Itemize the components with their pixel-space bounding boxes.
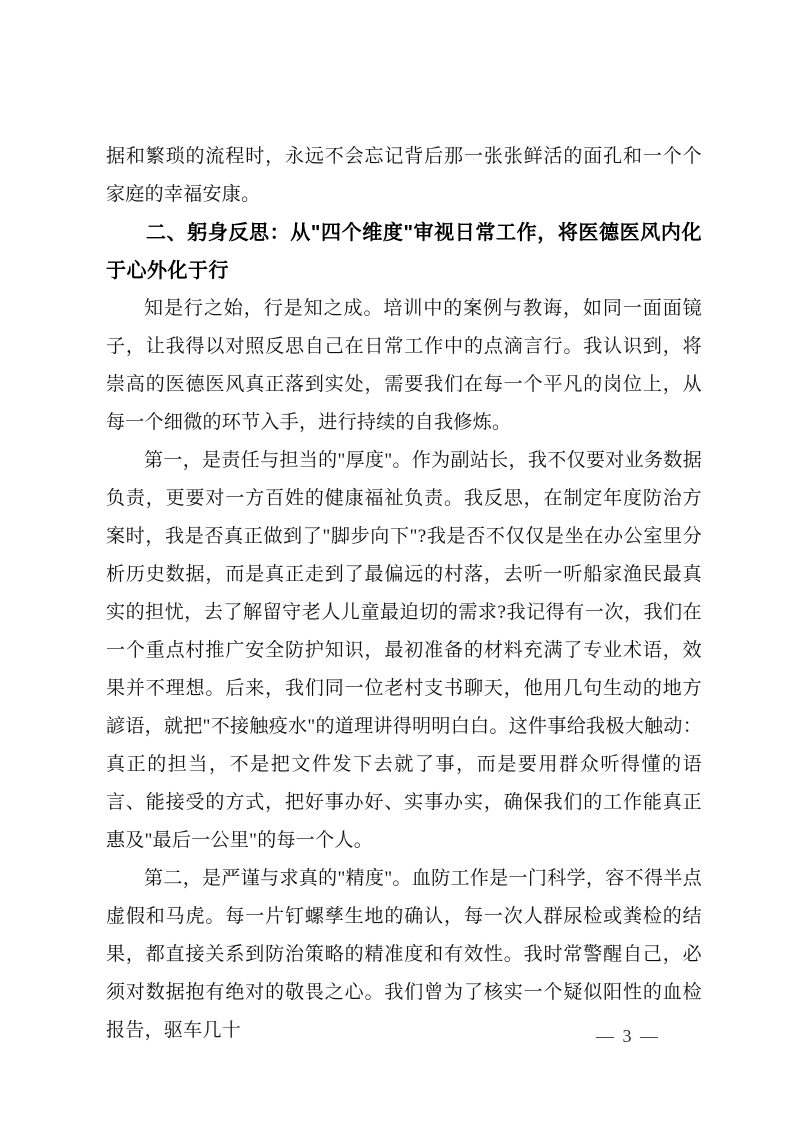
page-number: — 3 —	[596, 1026, 660, 1046]
document-body	[106, 138, 702, 1050]
body-paragraph-2: 第一，是责任与担当的"厚度"。作为副站长，我不仅要对业务数据负责，更要对一方百姓的健康福祉负责。我反思，在制定年度防治方案时，我是否真正做到了"脚步向下"?我是否不仅仅是坐在办公室里分析历史数据，而是真正走到了最偏远的村落，去听一听船家渔民最真实的担忧，去了解留守老人儿童最迫切的需求?我记得有一次，我们在一个重点村推广安全防护知识，最初准备的材料充满了专业术语，效果并不理想。后来，我们同一位老村支书聊天，他用几句生动的地方諺语，就把"不接触疫水"的道理讲得明明白白。这件事给我极大触动：真正的担当，不是把文件发下去就了事，而是要用群众听得懂的语言、能接受的方式，把好事办好、实事办实，确保我们的工作能真正惠及"最后一公里"的每一个人。	[106, 450, 702, 851]
section-heading: 二、躬身反思：从"四个维度"审视日常工作，将医德医风内化于心外化于行	[106, 222, 702, 282]
continuation-paragraph: 据和繁琐的流程时，永远不会忘记背后那一张张鲜活的面孔和一个个家庭的幸福安康。	[106, 146, 702, 205]
body-paragraph-1: 知是行之始，行是知之成。培训中的案例与教诲，如同一面面镜子，让我得以对照反思自己在日常工作中的点滴言行。我认识到，将崇高的医德医风真正落到实处，需要我们在每一个平凡的岗位上，从每一个细微的环节入手，进行持续的自我修炼。	[106, 298, 702, 433]
body-paragraph-3: 第二，是严谨与求真的"精度"。血防工作是一门科学，容不得半点虚假和马虎。每一片钉螺孳生地的确认，每一次人群尿检或粪检的结果，都直接关系到防治策略的精准度和有效性。我时常警醒自己，必须对数据抱有绝对的敬畏之心。我们曾为了核实一个疑似阳性的血检报告，驱车几十	[106, 868, 702, 1041]
